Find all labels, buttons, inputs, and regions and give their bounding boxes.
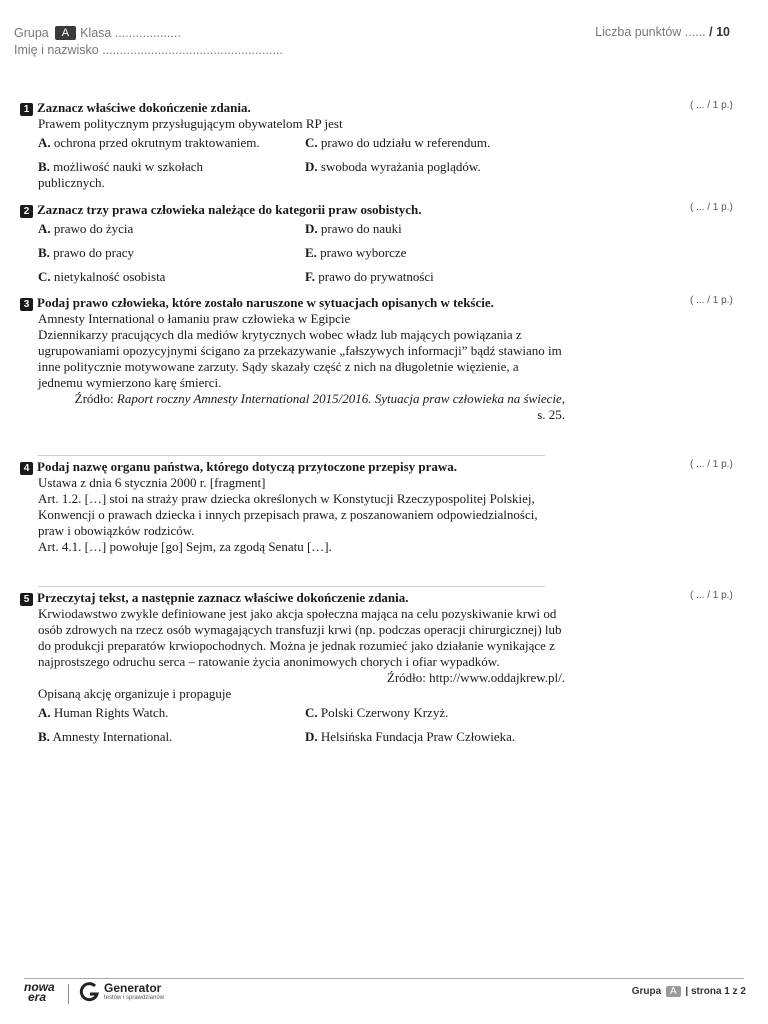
group-label: Grupa: [14, 26, 49, 40]
logo-nowa-text: nowa: [24, 980, 55, 994]
task-1-intro: Prawem politycznym przysługującym obywatelom RP jest: [38, 116, 343, 131]
task-4: [20, 459, 565, 555]
task-5-option-c[interactable]: [305, 705, 565, 721]
option-letter: B.: [38, 245, 50, 260]
task-5-options: [20, 705, 565, 753]
task-2-question: Zaznacz trzy prawa człowieka należące do kategorii praw osobistych.: [37, 202, 422, 217]
option-letter: B.: [38, 729, 50, 744]
task-5-question: Przeczytaj tekst, a następnie zaznacz właściwe dokończenie zdania.: [37, 590, 409, 605]
task-1-option-a[interactable]: [38, 135, 305, 151]
option-letter: C.: [305, 135, 318, 150]
score-label: Liczba punktów ......: [595, 25, 706, 39]
name-label: Imię i nazwisko ....................................................: [14, 43, 283, 57]
task-5-option-d[interactable]: [305, 729, 565, 745]
task-5-number: 5: [20, 593, 33, 606]
option-text: Helsińska Fundacja Praw Człowieka.: [320, 729, 516, 744]
source-suffix: , s. 25.: [537, 391, 565, 422]
logo-subtitle: testów i sprawdzianów: [104, 995, 165, 1001]
task-3-number: 3: [20, 298, 33, 311]
task-1-options: [20, 135, 565, 199]
task-1-points: ( ... / 1 p.): [690, 100, 733, 111]
header: [14, 25, 283, 59]
task-2-option-b[interactable]: [38, 245, 305, 261]
answer-line: [38, 586, 545, 587]
option-letter: D.: [305, 221, 318, 236]
score-box: [595, 25, 730, 39]
task-5-option-a[interactable]: [38, 705, 305, 721]
option-letter: C.: [305, 705, 318, 720]
task-2-options: [20, 221, 565, 293]
option-text: prawo do nauki: [320, 221, 402, 236]
option-text: Amnesty International.: [52, 729, 173, 744]
option-text: możliwość nauki w szkołach publicznych.: [38, 159, 203, 190]
footer-group-badge: A: [666, 986, 681, 997]
task-3-text: Dziennikarzy pracujących dla mediów krytycznych wobec władz lub mających powiązania z ugrupowaniami opozycyjnymi ścigano za przekazywanie „fałszywych informacji” bądź stawiano im inne politycznie motywowane zarzuty. Sądy skazały część z nich na długoletnie więzienie, a jednemu wymierzono karę śmierci.: [38, 327, 562, 390]
source-title: Raport roczny Amnesty International 2015/2016. Sytuacja praw człowieka na świecie: [116, 391, 562, 406]
answer-line: [38, 455, 545, 456]
task-5-intro: Opisaną akcję organizuje i propaguje: [38, 686, 232, 701]
task-1-number: 1: [20, 103, 33, 116]
option-letter: A.: [38, 135, 51, 150]
option-text: prawo do prywatności: [318, 269, 434, 284]
task-3-text-title: Amnesty International o łamaniu praw człowieka w Egipcie: [38, 311, 351, 326]
task-1: [20, 100, 565, 199]
footer-page-label: | strona 1 z 2: [685, 986, 746, 997]
task-3-source: [20, 391, 565, 423]
task-3-points: ( ... / 1 p.): [690, 295, 733, 306]
option-text: prawo wyborcze: [320, 245, 407, 260]
option-letter: A.: [38, 221, 51, 236]
option-text: prawo do udziału w referendum.: [320, 135, 491, 150]
task-2-option-a[interactable]: [38, 221, 305, 237]
option-text: Polski Czerwony Krzyż.: [320, 705, 449, 720]
option-letter: C.: [38, 269, 51, 284]
option-letter: F.: [305, 269, 315, 284]
score-total: / 10: [709, 25, 730, 39]
task-4-points: ( ... / 1 p.): [690, 459, 733, 470]
option-letter: B.: [38, 159, 50, 174]
generator-logo-text: [104, 982, 164, 1002]
task-2-option-f[interactable]: [305, 269, 565, 285]
option-text: Human Rights Watch.: [53, 705, 169, 720]
group-badge: A: [55, 26, 76, 40]
generator-logo-icon: [78, 981, 100, 1007]
footer-divider: [24, 978, 744, 979]
task-1-option-b[interactable]: [38, 159, 243, 191]
option-letter: E.: [305, 245, 317, 260]
task-5: [20, 590, 565, 753]
logo-title: Generator: [104, 981, 162, 995]
option-text: prawo do życia: [53, 221, 134, 236]
task-3-question: Podaj prawo człowieka, które zostało naruszone w sytuacjach opisanych w tekście.: [37, 295, 494, 310]
page-indicator: [632, 986, 746, 997]
task-3: [20, 295, 565, 423]
task-2-option-c[interactable]: [38, 269, 305, 285]
task-2-number: 2: [20, 205, 33, 218]
task-2-points: ( ... / 1 p.): [690, 202, 733, 213]
task-1-option-c[interactable]: [305, 135, 565, 151]
task-4-text-title: Ustawa z dnia 6 stycznia 2000 r. [fragment]: [38, 475, 266, 490]
task-1-question: Zaznacz właściwe dokończenie zdania.: [37, 100, 251, 115]
task-4-text-art1: Art. 1.2. […] stoi na straży praw dziecka określonych w Konstytucji Rzeczypospolitej Polskiej, Konwencji o prawach dziecka i innych przepisach prawa, z poszanowaniem odpowiedzialności, praw i obowiązków rodziców.: [38, 491, 538, 538]
task-1-option-d[interactable]: [305, 159, 565, 191]
logo-separator: [68, 984, 69, 1004]
option-text: nietykalność osobista: [53, 269, 166, 284]
task-2: [20, 202, 565, 293]
option-text: ochrona przed okrutnym traktowaniem.: [53, 135, 260, 150]
footer-group-label: Grupa: [631, 986, 662, 997]
task-5-source: Źródło: http://www.oddajkrew.pl/.: [386, 670, 565, 685]
task-5-text: Krwiodawstwo zwykle definiowane jest jako akcja społeczna mająca na celu pozyskiwanie krwi od osób zdrowych na rzecz osób wymagających transfuzji krwi (np. podczas operacji chirurgicznej) lub do produkcji preparatów krwiopochodnych. Można je jednak rozumieć jako działanie wynikające z najprostszego odruchu serca – ratowanie życia anonimowych chorych i ofiar wypadków.: [38, 606, 562, 669]
option-text: swoboda wyrażania poglądów.: [320, 159, 481, 174]
logo-era-text: era: [28, 990, 47, 1004]
task-4-number: 4: [20, 462, 33, 475]
task-2-option-e[interactable]: [305, 245, 565, 261]
task-2-option-d[interactable]: [305, 221, 565, 237]
task-5-points: ( ... / 1 p.): [690, 590, 733, 601]
option-letter: A.: [38, 705, 51, 720]
task-5-option-b[interactable]: [38, 729, 305, 745]
task-4-question: Podaj nazwę organu państwa, którego dotyczą przytoczone przepisy prawa.: [37, 459, 458, 474]
option-text: prawo do pracy: [53, 245, 135, 260]
class-label: Klasa ...................: [80, 26, 181, 40]
option-letter: D.: [305, 159, 318, 174]
task-4-text-art4: Art. 4.1. […] powołuje [go] Sejm, za zgodą Senatu […].: [38, 539, 332, 554]
source-prefix: Źródło:: [74, 391, 117, 406]
nowa-era-logo: [24, 982, 55, 1002]
option-letter: D.: [305, 729, 318, 744]
